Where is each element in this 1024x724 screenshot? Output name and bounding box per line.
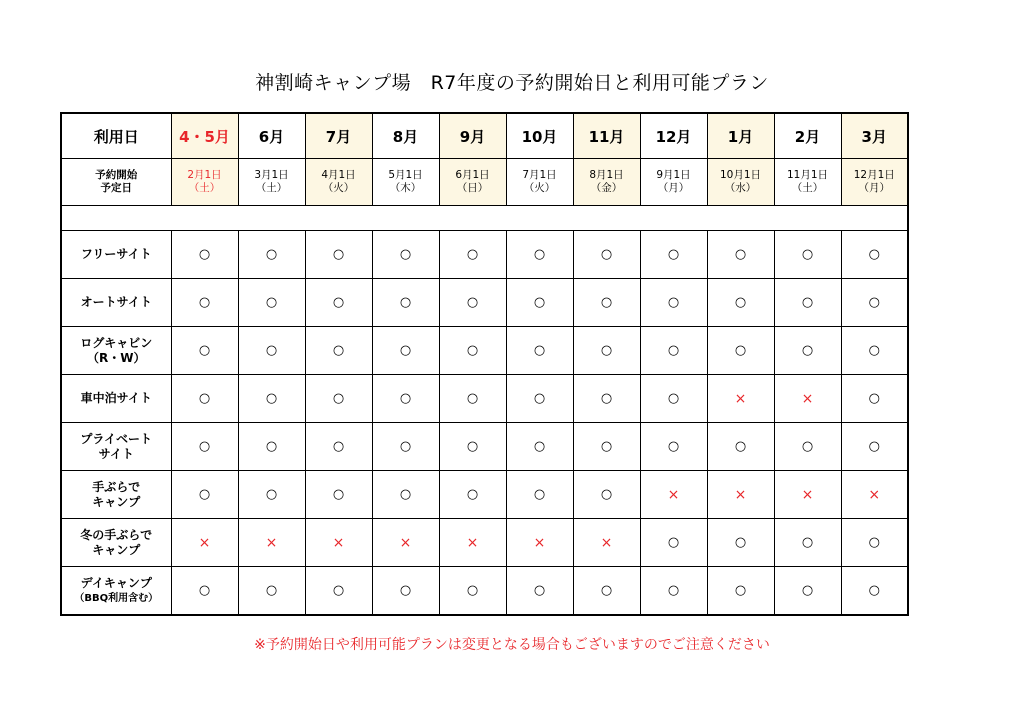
plan-row	[61, 231, 908, 279]
plan-name: 手ぶらで キャンプ	[61, 471, 171, 519]
available-mark: ○	[439, 471, 506, 519]
unavailable-mark: ×	[238, 519, 305, 567]
available-mark: ○	[841, 327, 908, 375]
available-mark: ○	[573, 327, 640, 375]
available-mark: ○	[841, 279, 908, 327]
available-mark: ○	[841, 519, 908, 567]
available-mark: ○	[171, 231, 238, 279]
available-mark: ○	[439, 231, 506, 279]
available-mark: ○	[439, 375, 506, 423]
available-mark: ○	[238, 375, 305, 423]
available-mark: ○	[841, 231, 908, 279]
unavailable-mark: ×	[707, 471, 774, 519]
available-mark: ○	[305, 423, 372, 471]
available-mark: ○	[372, 375, 439, 423]
available-mark: ○	[774, 423, 841, 471]
available-mark: ○	[640, 327, 707, 375]
available-mark: ○	[707, 423, 774, 471]
footnote: ※予約開始日や利用可能プランは変更となる場合もございますのでご注意ください	[254, 637, 770, 653]
available-mark: ○	[707, 567, 774, 616]
available-mark: ○	[238, 231, 305, 279]
month-cell: 6月	[238, 113, 305, 159]
available-mark: ○	[707, 519, 774, 567]
month-cell: 3月	[841, 113, 908, 159]
available-mark: ○	[171, 279, 238, 327]
available-mark: ○	[238, 471, 305, 519]
available-mark: ○	[640, 375, 707, 423]
available-mark: ○	[305, 567, 372, 616]
available-mark: ○	[640, 231, 707, 279]
start-date-header-label: 予約開始 予定日	[61, 159, 171, 206]
start-date-cell: 8月1日 （金）	[573, 159, 640, 206]
available-mark: ○	[506, 279, 573, 327]
plan-name: オートサイト	[61, 279, 171, 327]
available-mark: ○	[774, 231, 841, 279]
available-mark: ○	[372, 327, 439, 375]
available-mark: ○	[573, 567, 640, 616]
available-mark: ○	[372, 423, 439, 471]
start-date-cell: 2月1日 （土）	[171, 159, 238, 206]
start-date-cell: 12月1日 （月）	[841, 159, 908, 206]
available-mark: ○	[841, 375, 908, 423]
available-mark: ○	[238, 567, 305, 616]
available-mark: ○	[439, 279, 506, 327]
unavailable-mark: ×	[506, 519, 573, 567]
month-cell: 11月	[573, 113, 640, 159]
available-mark: ○	[305, 327, 372, 375]
start-date-cell: 7月1日 （火）	[506, 159, 573, 206]
available-mark: ○	[372, 231, 439, 279]
available-mark: ○	[774, 567, 841, 616]
month-header-row	[61, 113, 908, 159]
available-mark: ○	[573, 375, 640, 423]
available-mark: ○	[171, 327, 238, 375]
available-mark: ○	[305, 375, 372, 423]
plan-name: 車中泊サイト	[61, 375, 171, 423]
schedule-table	[60, 112, 909, 616]
unavailable-mark: ×	[372, 519, 439, 567]
available-mark: ○	[171, 423, 238, 471]
unavailable-mark: ×	[774, 471, 841, 519]
available-mark: ○	[506, 327, 573, 375]
available-mark: ○	[774, 279, 841, 327]
available-mark: ○	[238, 327, 305, 375]
available-mark: ○	[439, 327, 506, 375]
plan-row	[61, 327, 908, 375]
plan-row	[61, 519, 908, 567]
month-header-label: 利用日	[61, 113, 171, 159]
plan-row	[61, 423, 908, 471]
available-mark: ○	[506, 567, 573, 616]
available-mark: ○	[372, 567, 439, 616]
month-cell: 9月	[439, 113, 506, 159]
start-date-cell: 11月1日 （土）	[774, 159, 841, 206]
available-mark: ○	[439, 423, 506, 471]
unavailable-mark: ×	[573, 519, 640, 567]
available-mark: ○	[707, 231, 774, 279]
available-mark: ○	[774, 519, 841, 567]
unavailable-mark: ×	[841, 471, 908, 519]
unavailable-mark: ×	[774, 375, 841, 423]
available-mark: ○	[640, 279, 707, 327]
plan-name: デイキャンプ （BBQ利用含む）	[61, 567, 171, 616]
plan-row	[61, 375, 908, 423]
month-cell: 7月	[305, 113, 372, 159]
available-mark: ○	[372, 279, 439, 327]
available-mark: ○	[506, 471, 573, 519]
plan-name: 冬の手ぶらで キャンプ	[61, 519, 171, 567]
plan-name: プライベート サイト	[61, 423, 171, 471]
available-mark: ○	[305, 471, 372, 519]
available-mark: ○	[238, 423, 305, 471]
spacer-row	[61, 206, 908, 231]
available-mark: ○	[171, 471, 238, 519]
plan-row	[61, 567, 908, 616]
unavailable-mark: ×	[171, 519, 238, 567]
available-mark: ○	[372, 471, 439, 519]
available-mark: ○	[573, 279, 640, 327]
start-date-cell: 6月1日 （日）	[439, 159, 506, 206]
available-mark: ○	[841, 423, 908, 471]
available-mark: ○	[506, 231, 573, 279]
start-date-cell: 4月1日 （火）	[305, 159, 372, 206]
available-mark: ○	[506, 423, 573, 471]
available-mark: ○	[640, 423, 707, 471]
page-title: 神割崎キャンプ場 R7年度の予約開始日と利用可能プラン	[255, 72, 769, 94]
available-mark: ○	[439, 567, 506, 616]
month-cell: 8月	[372, 113, 439, 159]
start-date-row	[61, 159, 908, 206]
spacer-cell	[61, 206, 908, 231]
available-mark: ○	[707, 279, 774, 327]
available-mark: ○	[305, 231, 372, 279]
plan-name: ログキャビン （R・W）	[61, 327, 171, 375]
unavailable-mark: ×	[640, 471, 707, 519]
available-mark: ○	[573, 231, 640, 279]
start-date-cell: 9月1日 （月）	[640, 159, 707, 206]
available-mark: ○	[238, 279, 305, 327]
available-mark: ○	[774, 327, 841, 375]
month-cell: 4・5月	[171, 113, 238, 159]
unavailable-mark: ×	[305, 519, 372, 567]
available-mark: ○	[506, 375, 573, 423]
month-cell: 2月	[774, 113, 841, 159]
plan-row	[61, 471, 908, 519]
unavailable-mark: ×	[707, 375, 774, 423]
unavailable-mark: ×	[439, 519, 506, 567]
available-mark: ○	[707, 327, 774, 375]
plan-row	[61, 279, 908, 327]
available-mark: ○	[171, 375, 238, 423]
available-mark: ○	[573, 423, 640, 471]
available-mark: ○	[640, 567, 707, 616]
start-date-cell: 10月1日 （水）	[707, 159, 774, 206]
available-mark: ○	[841, 567, 908, 616]
month-cell: 1月	[707, 113, 774, 159]
month-cell: 12月	[640, 113, 707, 159]
available-mark: ○	[640, 519, 707, 567]
start-date-cell: 3月1日 （土）	[238, 159, 305, 206]
plan-name: フリーサイト	[61, 231, 171, 279]
month-cell: 10月	[506, 113, 573, 159]
available-mark: ○	[171, 567, 238, 616]
start-date-cell: 5月1日 （木）	[372, 159, 439, 206]
available-mark: ○	[305, 279, 372, 327]
available-mark: ○	[573, 471, 640, 519]
